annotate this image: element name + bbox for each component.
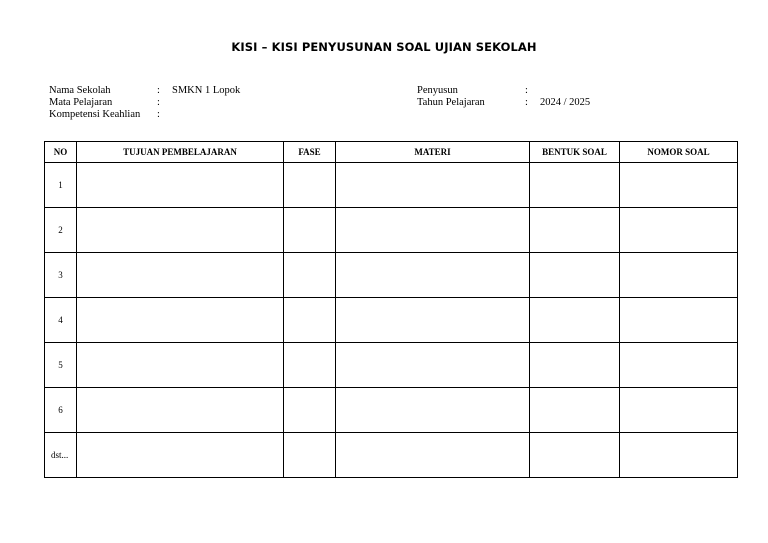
cell-phase [284, 343, 336, 388]
cell-learning-objective [77, 208, 284, 253]
info-row-academic-year [417, 97, 717, 109]
cell-phase [284, 433, 336, 478]
cell-question-number [620, 208, 738, 253]
info-row-subject [49, 97, 379, 109]
cell-material [336, 388, 530, 433]
cell-question-type [530, 433, 620, 478]
table-row [45, 343, 738, 388]
cell-material [336, 298, 530, 343]
cell-question-type [530, 208, 620, 253]
header-no: NO [45, 142, 77, 163]
info-row-school-name [49, 85, 379, 97]
info-row-competency [49, 109, 379, 121]
cell-phase [284, 388, 336, 433]
cell-question-type [530, 343, 620, 388]
cell-question-number [620, 388, 738, 433]
cell-question-number [620, 163, 738, 208]
cell-question-type [530, 298, 620, 343]
cell-question-type [530, 388, 620, 433]
header-question-number: NOMOR SOAL [620, 142, 738, 163]
table-row [45, 163, 738, 208]
document-title: KISI – KISI PENYUSUNAN SOAL UJIAN SEKOLAH [231, 40, 537, 54]
table-row [45, 253, 738, 298]
question-grid-table [44, 141, 738, 478]
table-row [45, 298, 738, 343]
row-number: 2 [45, 208, 77, 253]
cell-phase [284, 208, 336, 253]
cell-question-type [530, 253, 620, 298]
info-value: SMKN 1 Lopok [172, 85, 241, 96]
info-label: Nama Sekolah [49, 85, 111, 96]
cell-material [336, 208, 530, 253]
row-number: dst... [45, 433, 77, 478]
school-info-left [49, 85, 379, 121]
info-separator: : [525, 97, 528, 108]
header-phase: FASE [284, 142, 336, 163]
info-label: Tahun Pelajaran [417, 97, 485, 108]
header-learning-objective: TUJUAN PEMBELAJARAN [77, 142, 284, 163]
table-header-row [45, 142, 738, 163]
row-number: 1 [45, 163, 77, 208]
school-info-right [417, 85, 717, 109]
info-separator: : [157, 97, 160, 108]
info-row-author [417, 85, 717, 97]
cell-question-type [530, 163, 620, 208]
cell-learning-objective [77, 163, 284, 208]
table-row [45, 433, 738, 478]
header-question-type: BENTUK SOAL [530, 142, 620, 163]
cell-question-number [620, 253, 738, 298]
cell-question-number [620, 343, 738, 388]
cell-material [336, 343, 530, 388]
info-label: Kompetensi Keahlian [49, 109, 141, 120]
info-label: Mata Pelajaran [49, 97, 113, 108]
cell-learning-objective [77, 343, 284, 388]
row-number: 4 [45, 298, 77, 343]
cell-learning-objective [77, 253, 284, 298]
cell-phase [284, 298, 336, 343]
header-material: MATERI [336, 142, 530, 163]
cell-question-number [620, 298, 738, 343]
cell-learning-objective [77, 298, 284, 343]
cell-question-number [620, 433, 738, 478]
info-separator: : [525, 85, 528, 96]
cell-material [336, 163, 530, 208]
cell-learning-objective [77, 388, 284, 433]
cell-material [336, 253, 530, 298]
cell-phase [284, 253, 336, 298]
cell-phase [284, 163, 336, 208]
row-number: 5 [45, 343, 77, 388]
table-row [45, 388, 738, 433]
row-number: 3 [45, 253, 77, 298]
info-separator: : [157, 109, 160, 120]
info-label: Penyusun [417, 85, 458, 96]
table-row [45, 208, 738, 253]
info-value: 2024 / 2025 [540, 97, 591, 108]
row-number: 6 [45, 388, 77, 433]
cell-learning-objective [77, 433, 284, 478]
info-separator: : [157, 85, 160, 96]
cell-material [336, 433, 530, 478]
